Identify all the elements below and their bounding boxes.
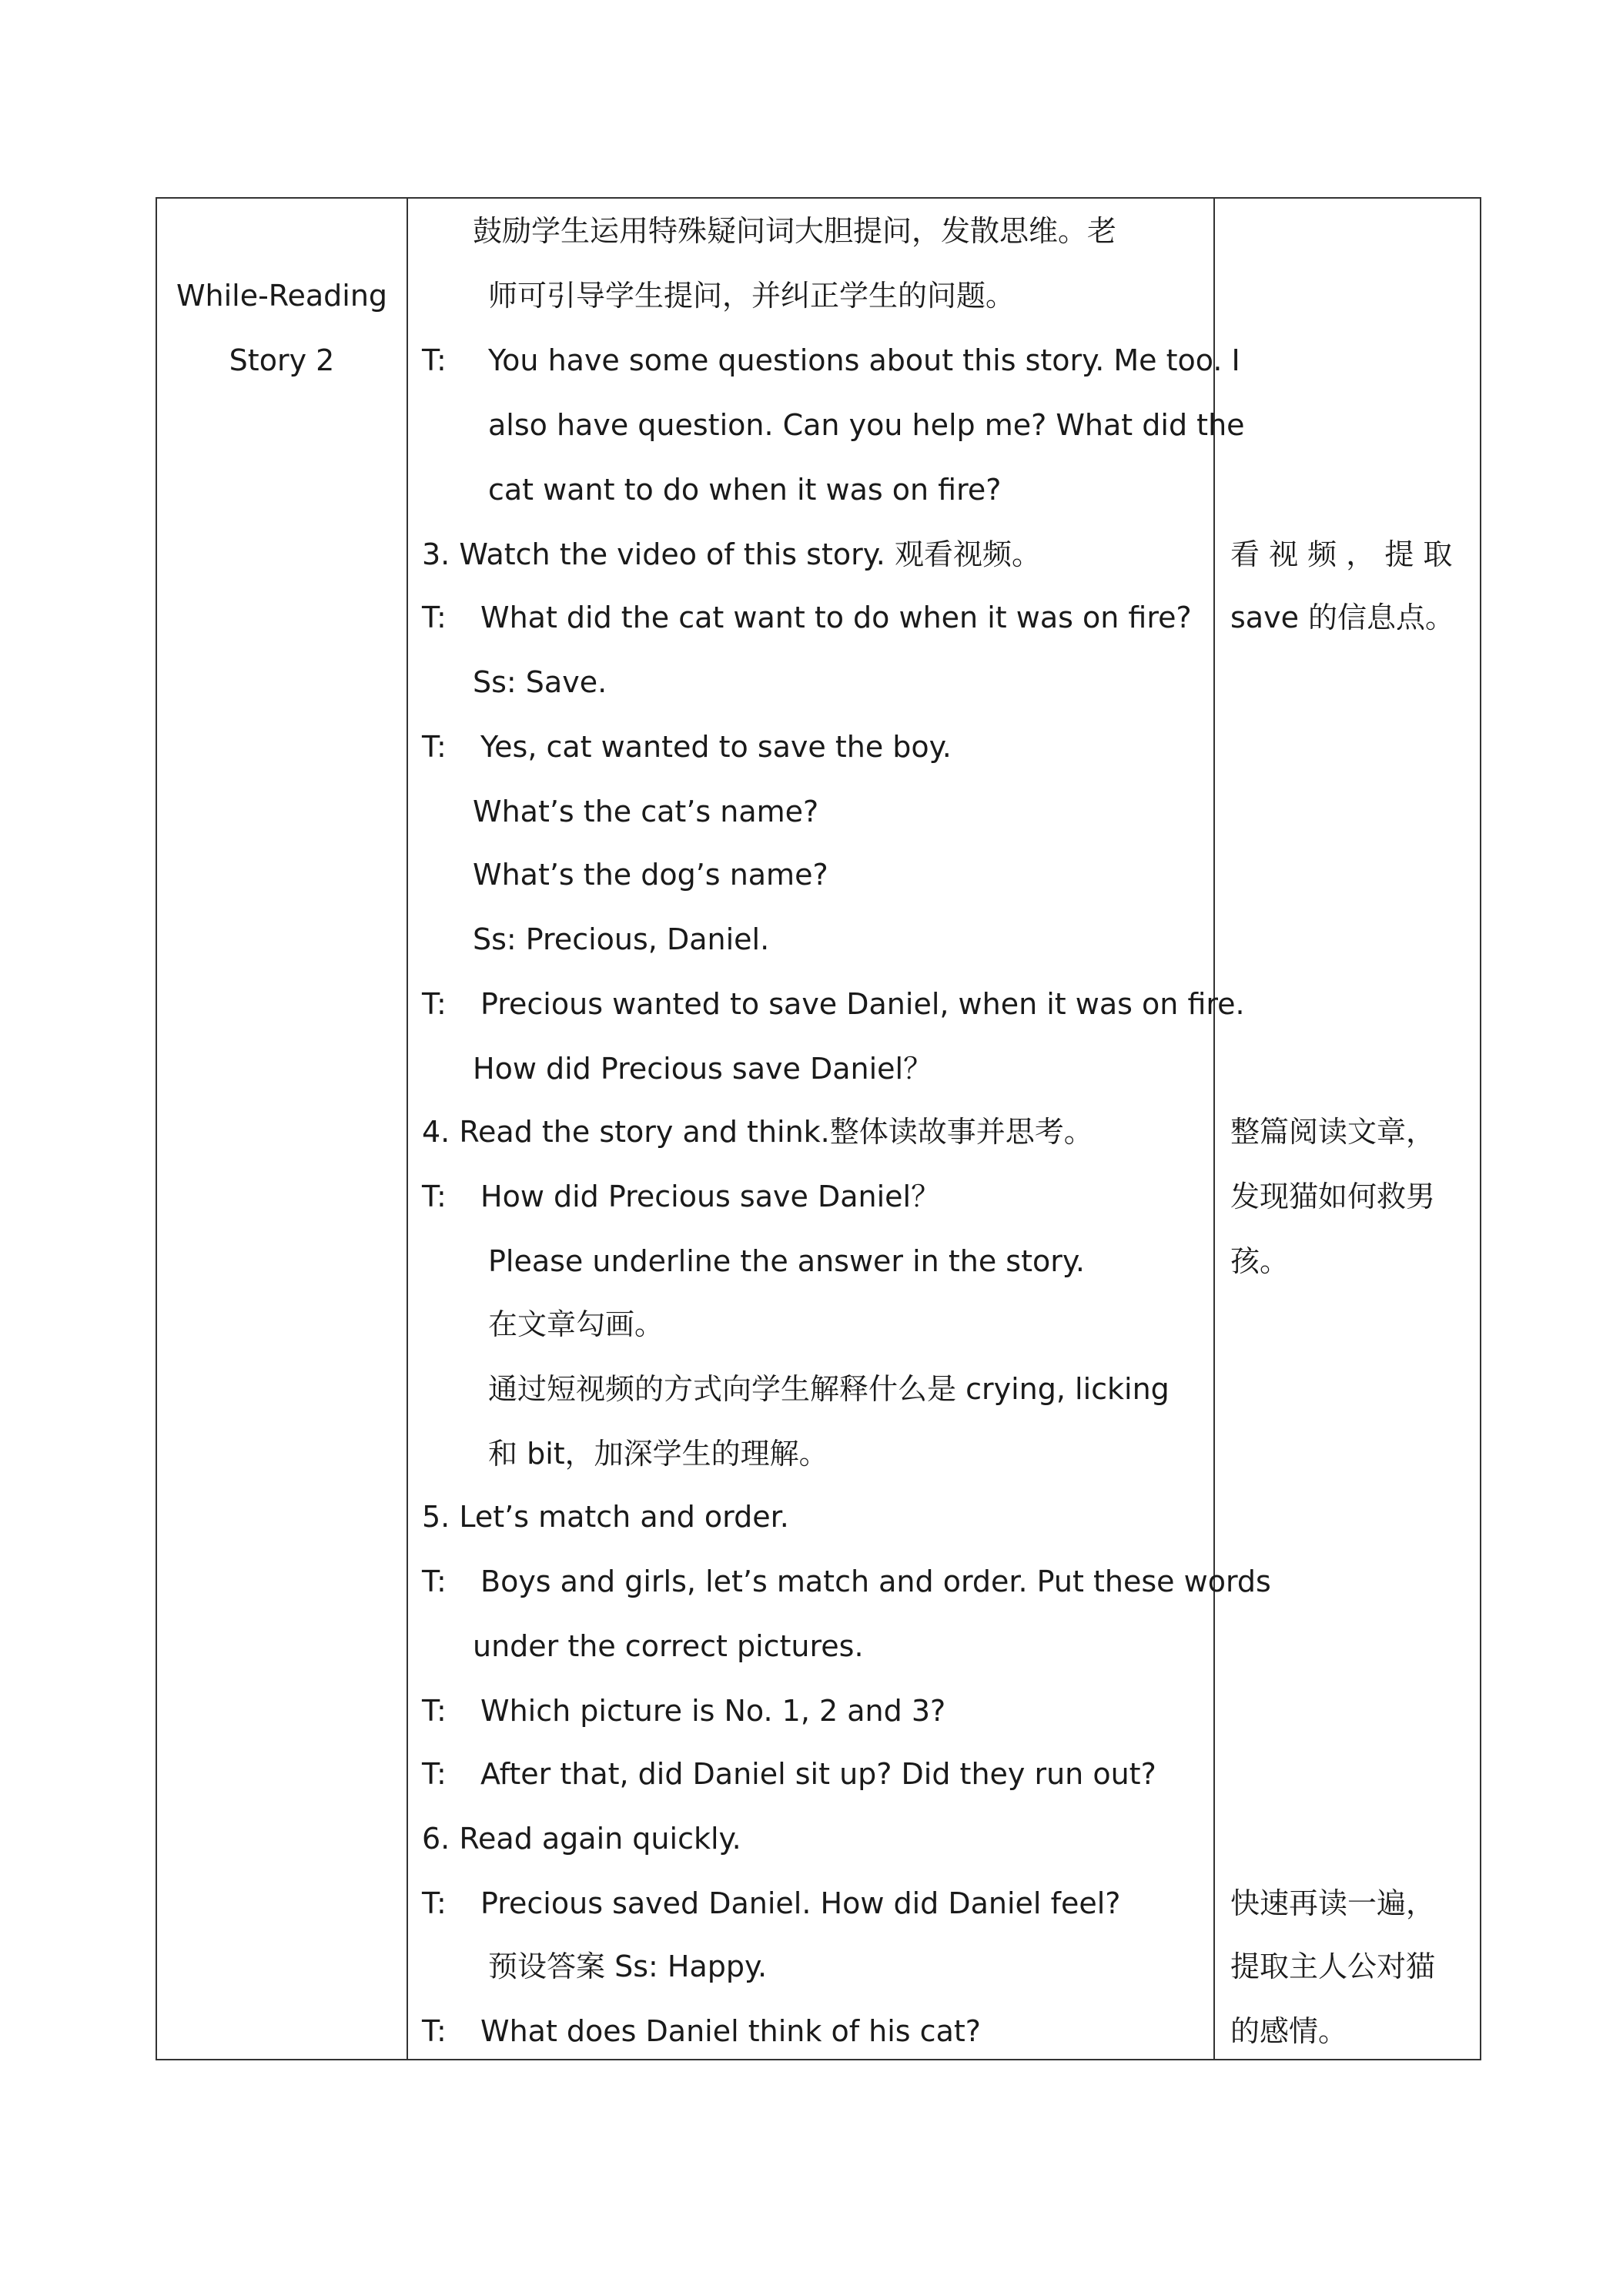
text-line: Ss: Save. (473, 665, 607, 699)
speaker-label: T: (422, 1886, 447, 1920)
speaker-label: T: (422, 730, 447, 764)
speaker-label: T: (422, 1694, 447, 1728)
procedure-cell (408, 197, 1271, 2060)
purpose-text: 孩。 (1230, 1244, 1290, 1278)
purpose-cell (1215, 197, 1480, 2060)
step-heading: 4. Read the story and think.整体读故事并思考。 (422, 1115, 1093, 1149)
text-line: Ss: Precious, Daniel. (473, 922, 770, 956)
text-line: cat want to do when it was on fire? (488, 473, 1002, 507)
stage-title: While-Reading (176, 279, 388, 313)
text-line: Yes, cat wanted to save the boy. (480, 730, 952, 764)
purpose-text: 发现猫如何救男 (1230, 1180, 1436, 1213)
purpose-text: save 的信息点。 (1230, 601, 1455, 634)
text-line: How did Precious save Daniel？ (480, 1180, 941, 1213)
text-line: Boys and girls, let’s match and order. Put these words (480, 1565, 1271, 1598)
step-heading: 3. Watch the video of this story. 观看视频。 (422, 537, 1041, 571)
text-line: 鼓励学生运用特殊疑问词大胆提问，发散思维。老 (473, 214, 1117, 248)
stage-subtitle: Story 2 (229, 343, 335, 377)
text-line: 预设答案 Ss: Happy. (488, 1950, 768, 1983)
text-line: What did the cat want to do when it was on fire? (480, 601, 1192, 634)
text-line: 和 bit，加深学生的理解。 (488, 1437, 828, 1471)
text-line: What’s the cat’s name? (473, 795, 819, 828)
purpose-text: 快速再读一遍， (1230, 1886, 1436, 1920)
text-line: 师可引导学生提问，并纠正学生的问题。 (488, 279, 1016, 313)
purpose-text: 的感情。 (1230, 2014, 1348, 2048)
speaker-label: T: (422, 601, 447, 634)
text-line: Which picture is No. 1, 2 and 3? (480, 1694, 946, 1728)
purpose-text: 整篇阅读文章， (1230, 1115, 1436, 1149)
speaker-label: T: (422, 2014, 447, 2048)
text-line: Please underline the answer in the story. (488, 1244, 1085, 1278)
text-line: Precious wanted to save Daniel, when it was on fire. (480, 987, 1245, 1021)
text-line: How did Precious save Daniel？ (473, 1052, 933, 1086)
text-line: You have some questions about this story. Me too. I (488, 343, 1240, 377)
purpose-text: 看 视 频 ， 提 取 (1230, 537, 1453, 571)
text-line: Precious saved Daniel. How did Daniel feel? (480, 1886, 1121, 1920)
text-line: 通过短视频的方式向学生解释什么是 crying, licking (488, 1372, 1170, 1406)
step-heading: 6. Read again quickly. (422, 1822, 741, 1856)
text-line: 在文章勾画。 (488, 1307, 664, 1341)
speaker-label: T: (422, 1565, 447, 1598)
speaker-label: T: (422, 987, 447, 1021)
text-line: After that, did Daniel sit up? Did they run out? (480, 1757, 1156, 1791)
purpose-text: 提取主人公对猫 (1230, 1950, 1436, 1983)
stage-cell (157, 197, 407, 2060)
text-line: What’s the dog’s name? (473, 858, 828, 892)
text-line: also have question. Can you help me? What did the (488, 408, 1245, 442)
speaker-label: T: (422, 343, 447, 377)
speaker-label: T: (422, 1180, 447, 1213)
step-heading: 5. Let’s match and order. (422, 1500, 789, 1534)
speaker-label: T: (422, 1757, 447, 1791)
text-line: What does Daniel think of his cat? (480, 2014, 981, 2048)
text-line: under the correct pictures. (473, 1629, 864, 1663)
